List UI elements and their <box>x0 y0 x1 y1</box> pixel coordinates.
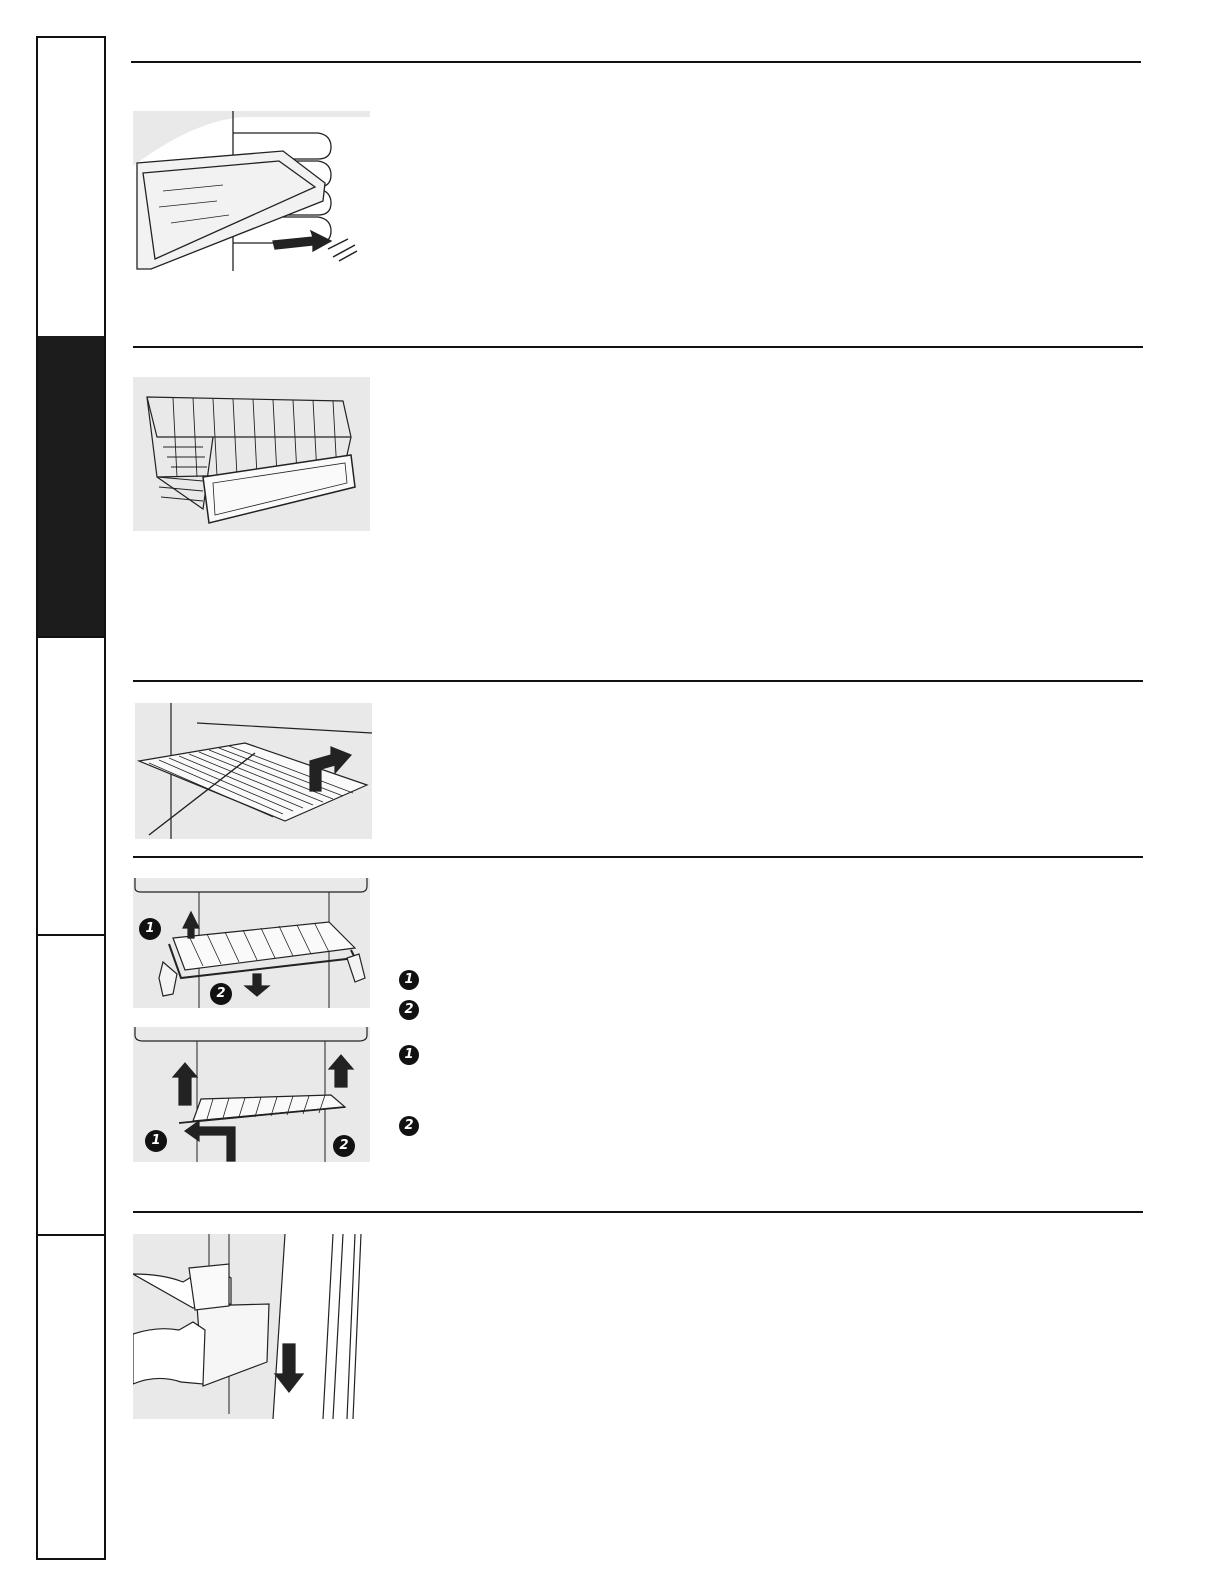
wire-basket-illustration <box>133 377 370 531</box>
step-marker-1: 1 <box>399 970 419 990</box>
figure-step-marker-1b: 1 <box>145 1130 167 1152</box>
section-tab-strip <box>36 36 106 1560</box>
figure-step-marker-1: 1 <box>139 918 161 940</box>
section-divider-2 <box>133 346 1143 348</box>
step-marker-2: 2 <box>399 1000 419 1020</box>
figure-step-marker-2b: 2 <box>333 1135 355 1157</box>
section-tab-5 <box>38 1234 104 1558</box>
section-divider-5 <box>133 1211 1143 1213</box>
section-tab-2-active <box>38 336 104 636</box>
glass-shelf-slide-in-illustration <box>133 111 370 271</box>
wire-rack-lift-illustration <box>133 1027 370 1162</box>
section-tab-1 <box>38 38 104 336</box>
wire-shelf-lift-illustration <box>135 703 372 839</box>
section-tab-4 <box>38 934 104 1234</box>
section-tab-3 <box>38 636 104 934</box>
step-marker-1b: 1 <box>399 1045 419 1065</box>
figure-step-marker-2: 2 <box>210 983 232 1005</box>
section-divider-4 <box>133 856 1143 858</box>
door-bin-removal-illustration <box>133 1234 370 1419</box>
section-divider-1 <box>131 61 1141 63</box>
step-marker-2b: 2 <box>399 1116 419 1136</box>
door-rack-removal-illustration <box>133 878 370 1008</box>
section-divider-3 <box>133 680 1143 682</box>
